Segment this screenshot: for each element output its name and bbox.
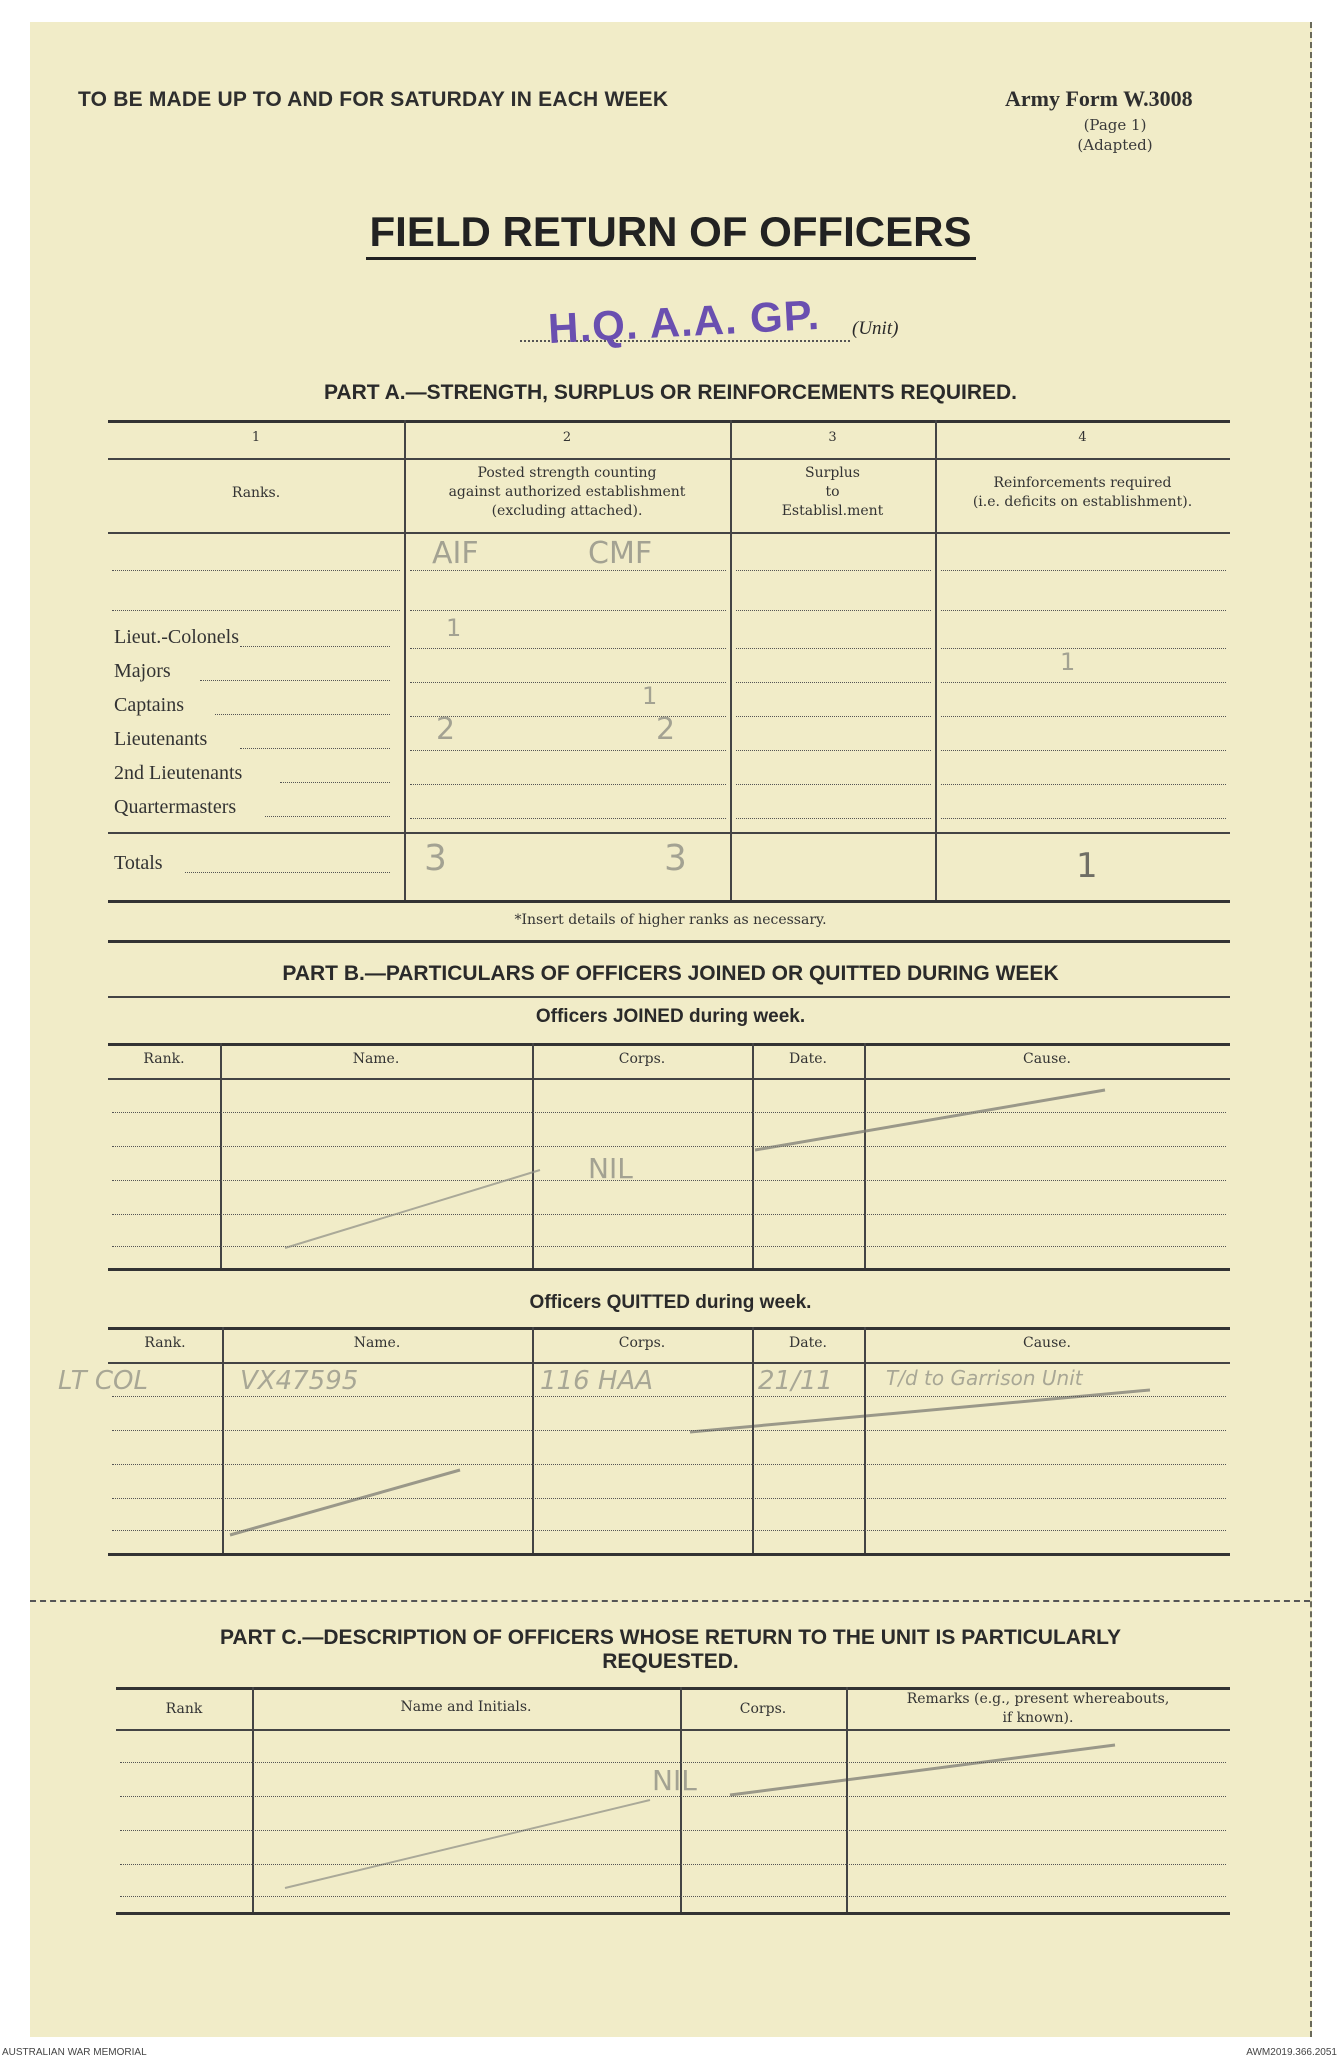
entry-totals-reinforcements: 1 [1076,846,1098,886]
part-c-col-divider [680,1687,682,1912]
quitted-entry-corps: 116 HAA [540,1366,654,1396]
entry-lieutenants-cmf: 2 [656,712,676,747]
col-header-reinforcements-line-2: (i.e. deficits on establishment). [972,494,1193,510]
unit-stamp: H.Q. A.A. GP. [546,290,822,353]
rank-quartermasters: Quartermasters [114,796,237,818]
part-b-heading: PART B.—PARTICULARS OF OFFICERS JOINED OR QUITTED DURING WEEK [282,962,1059,985]
form-page: (Page 1) [1083,116,1147,134]
quitted-col-divider [222,1327,224,1553]
quitted-row-rule [112,1396,1226,1397]
joined-nil-strike-left [285,1170,540,1248]
footer-source: AUSTRALIAN WAR MEMORIAL [2,2047,147,2058]
entry-majors-reinforcements: 1 [1060,648,1076,676]
part-c-heading-line-2: REQUESTED. [602,1650,739,1673]
form-number: Army Form W.3008 [1005,86,1193,111]
entry-totals-aif: 3 [424,838,447,879]
col-number-1: 1 [251,430,261,445]
part-c-bottom-rule [116,1912,1230,1915]
part-c-header-rule [116,1729,1230,1731]
entry-lieut-colonels-aif: 1 [446,614,462,642]
joined-col-cause: Cause. [1023,1051,1071,1067]
perforation-line [30,1600,1310,1602]
part-c-heading-line-1: PART C.—DESCRIPTION OF OFFICERS WHOSE RETURN TO THE UNIT IS PARTICULARLY [219,1626,1122,1649]
quitted-entry-rank: LT COL [58,1366,148,1396]
joined-heading: Officers JOINED during week. [535,1006,806,1027]
part-c-row-rule [120,1864,1226,1865]
joined-col-date: Date. [789,1051,827,1067]
part-c-col-corps: Corps. [739,1701,787,1717]
part-c-col-remarks-line-1: Remarks (e.g., present whereabouts, [906,1691,1170,1707]
quitted-strike-name [230,1470,460,1535]
footer-catalogue-id: AWM2019.366.2051 [1246,2047,1337,2058]
entry-totals-cmf: 3 [664,838,687,879]
col-header-posted-line-1: Posted strength counting [477,465,657,481]
part-c-row-rule [120,1762,1226,1763]
part-c-col-name: Name and Initials. [400,1699,532,1715]
part-c-nil-entry: NIL [652,1764,697,1797]
quitted-heading: Officers QUITTED during week. [529,1292,812,1313]
quitted-col-rank: Rank. [144,1335,186,1351]
col-header-surplus-line-1: Surplus [805,465,860,481]
col-number-2: 2 [562,430,572,445]
page-title-text: FIELD RETURN OF OFFICERS [366,208,976,260]
part-c-col-remarks-line-2: if known). [1002,1710,1074,1726]
quitted-entry-cause: T/d to Garrison Unit [886,1366,1083,1390]
quitted-col-divider [752,1327,754,1553]
handwritten-aif-head: AIF [432,536,479,571]
quitted-top-rule [108,1327,1230,1330]
col-header-posted-line-3: (excluding attached). [491,503,643,519]
form-adapted: (Adapted) [1077,136,1153,154]
part-c-strike-right [730,1745,1115,1795]
part-a-heading: PART A.—STRENGTH, SURPLUS OR REINFORCEMENTS REQUIRED. [323,381,1018,404]
quitted-header-rule [108,1362,1230,1364]
quitted-row-rule [112,1498,1226,1499]
rank-lieut-colonels: Lieut.-Colonels [114,626,239,648]
rank-lieutenants: Lieutenants [114,728,208,750]
header-instruction: TO BE MADE UP TO AND FOR SATURDAY IN EACH WEEK [78,88,669,111]
entry-captains-cmf: 1 [642,682,658,710]
quitted-col-divider [532,1327,534,1553]
quitted-bottom-rule [108,1553,1230,1556]
entry-lieutenants-aif: 2 [436,712,456,747]
quitted-entry-date: 21/11 [758,1366,833,1396]
quitted-row-rule [112,1530,1226,1531]
col-header-surplus-line-3: Establisl.ment [781,503,884,519]
quitted-row-rule [112,1464,1226,1465]
col-header-ranks: Ranks. [231,485,281,501]
joined-nil-entry: NIL [588,1152,633,1185]
joined-col-corps: Corps. [618,1051,666,1067]
part-c-strike-left [285,1800,650,1888]
joined-col-name: Name. [352,1051,400,1067]
col-header-posted-line-2: against authorized establishment [448,484,686,500]
handwritten-cmf-head: CMF [588,536,653,571]
col-header-surplus-line-2: to [825,484,840,500]
totals-label: Totals [114,852,163,874]
quitted-col-date: Date. [789,1335,827,1351]
rank-2nd-lieutenants: 2nd Lieutenants [114,762,243,784]
part-c-row-rule [120,1896,1226,1897]
rank-majors: Majors [114,660,171,682]
col-number-3: 3 [828,430,837,445]
quitted-entry-name: VX47595 [240,1366,359,1396]
col-number-4: 4 [1078,430,1087,445]
quitted-col-divider [864,1327,866,1553]
joined-col-rank: Rank. [143,1051,185,1067]
part-c-col-remarks [846,1690,1230,1728]
part-c-col-rank: Rank [165,1701,203,1717]
unit-label: (Unit) [852,318,899,339]
joined-nil-strike-right [755,1090,1105,1150]
col-header-reinforcements-line-1: Reinforcements required [993,475,1172,491]
part-c-row-rule [120,1830,1226,1831]
quitted-col-name: Name. [353,1335,401,1351]
quitted-col-cause: Cause. [1023,1335,1071,1351]
quitted-row-rule [112,1430,1226,1431]
rank-captains: Captains [114,694,184,716]
part-c-col-divider [252,1687,254,1912]
part-a-footnote: *Insert details of higher ranks as necessary. [514,912,827,928]
quitted-col-corps: Corps. [618,1335,666,1351]
